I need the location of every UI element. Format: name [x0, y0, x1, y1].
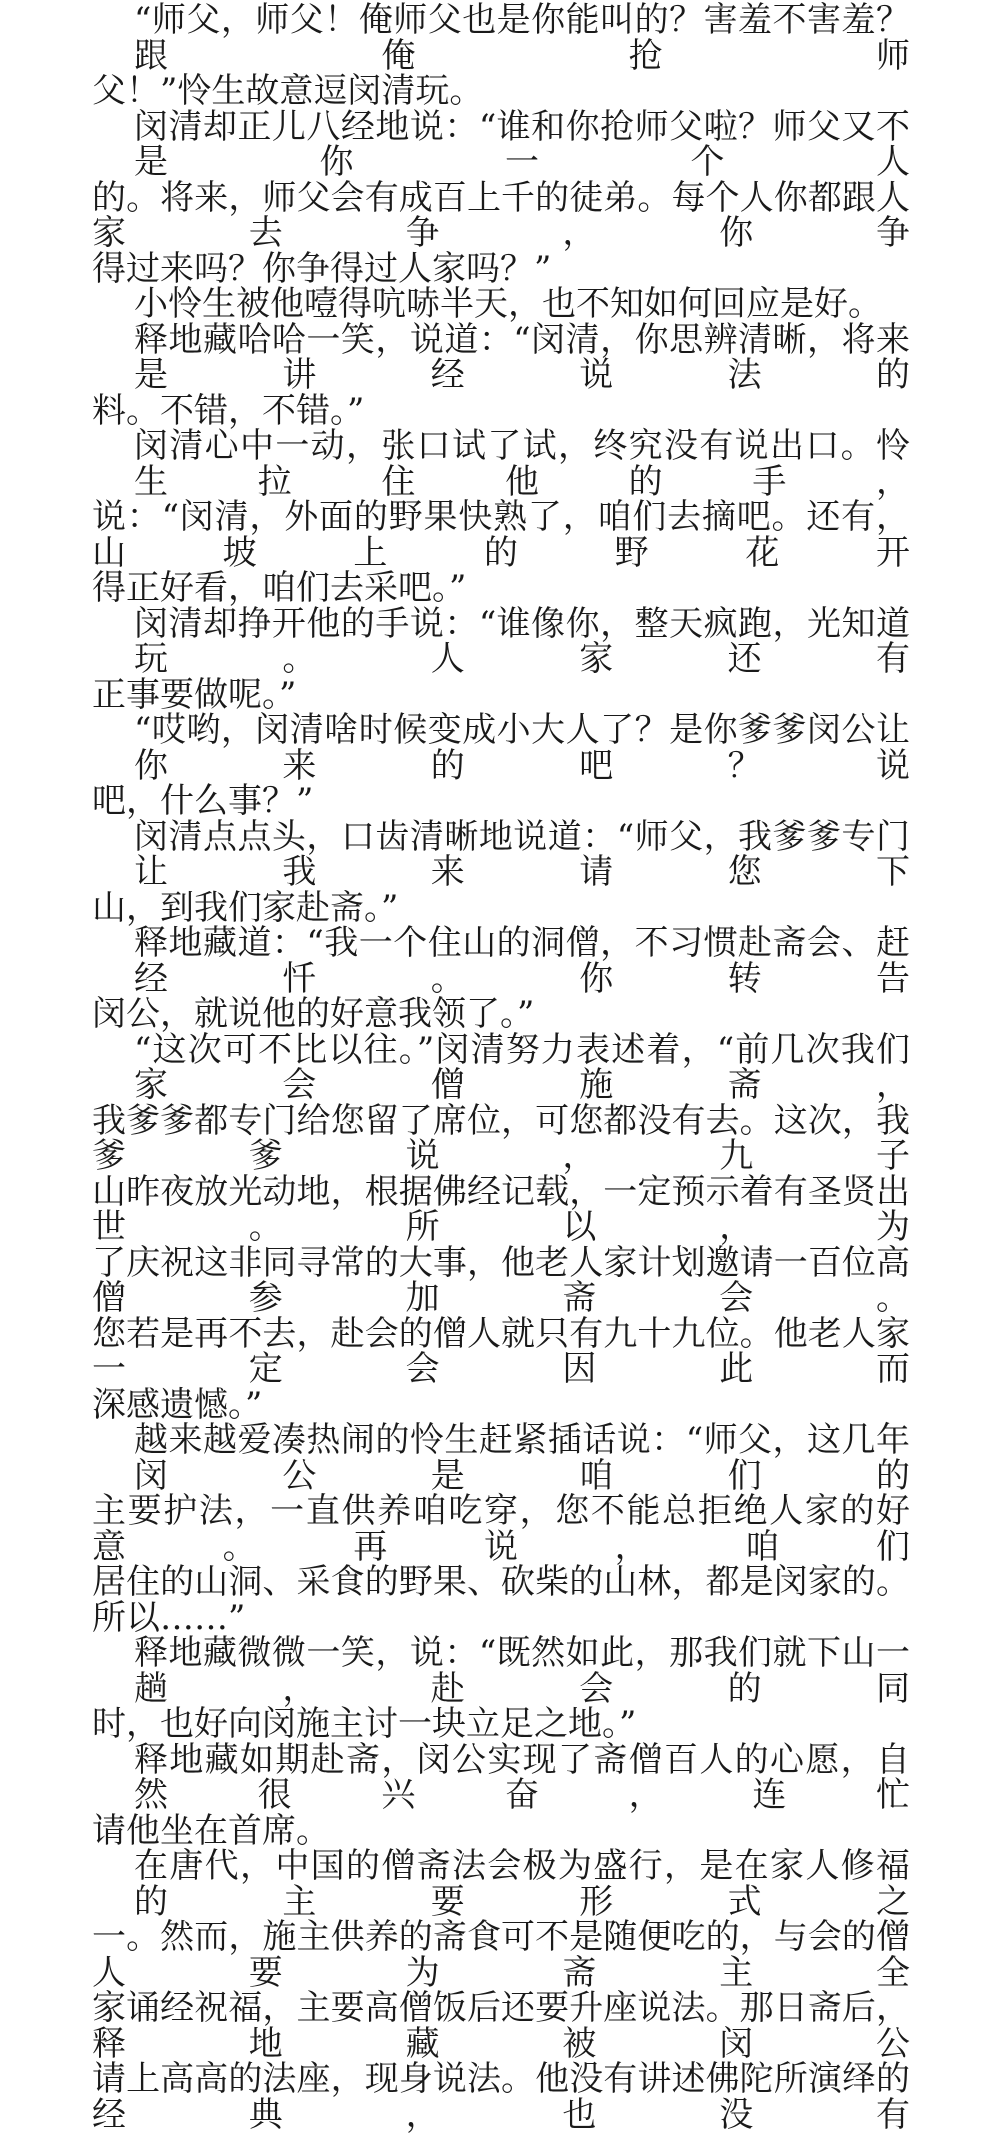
text-line: 释地藏哈哈一笑，说道：“闵清，你思辨清晰，将来是讲经说法的	[134, 319, 910, 395]
text-line: 料。不错，不错。”	[92, 390, 365, 431]
paragraph	[92, 923, 910, 1034]
text-line: 山昨夜放光动地，根据佛经记载，一定预示着有圣贤出世。所以，为	[92, 1171, 910, 1247]
text-line: 的。将来，师父会有成百上千的徒弟。每个人你都跟人家去争，你争	[92, 177, 910, 253]
text-line: 山，到我们家赴斋。”	[92, 887, 399, 928]
text-line: 吧，什么事？”	[92, 781, 314, 821]
text-line: 父！”怜生故意逗闵清玩。	[92, 71, 484, 111]
text-line: 居住的山洞、采食的野果、砍柴的山林，都是闵家的。所以……”	[92, 1562, 910, 1638]
text-line: 得正好看，咱们去采吧。”	[92, 568, 467, 608]
paragraph	[92, 603, 910, 715]
text-line: 闵公，就说他的好意我领了。”	[92, 994, 535, 1034]
text-line: 小怜生被他噎得吭哧半天，也不知如何回应是好。	[134, 284, 882, 324]
paragraph	[92, 1029, 910, 1425]
text-line: “哎哟，闵清啥时候变成小大人了？是你爹爹闵公让你来的吧？说	[134, 710, 910, 786]
document-body	[92, 0, 910, 2135]
text-line: 您若是再不去，赴会的僧人就只有九十九位。他老人家一定会因此而	[92, 1313, 910, 1389]
paragraph	[92, 106, 910, 289]
text-line: 我爹爹都专门给您留了席位，可您都没有去。这次，我爹爹说，九子	[92, 1100, 910, 1176]
text-line: 正事要做呢。”	[92, 674, 297, 715]
paragraph	[92, 426, 910, 608]
text-line: 闵清却正儿八经地说：“谁和你抢师父啦？师父又不是你一个人	[134, 106, 910, 182]
text-line: 一。然而，施主供养的斋食可不是随便吃的，与会的僧人要为斋主全	[92, 1917, 910, 1993]
text-line: 越来越爱凑热闹的怜生赶紧插话说：“师父，这几年闵公是咱们的	[134, 1420, 910, 1496]
text-line: 了庆祝这非同寻常的大事，他老人家计划邀请一百位高僧参加斋会。	[92, 1242, 910, 1318]
paragraph	[92, 816, 910, 928]
paragraph	[92, 1739, 910, 1851]
paragraph	[92, 284, 910, 324]
text-line: 说：“闵清，外面的野果快熟了，咱们去摘吧。还有，山坡上的野花开	[92, 497, 910, 573]
paragraph	[92, 1633, 910, 1744]
text-line: 释地藏如期赴斋，闵公实现了斋僧百人的心愿，自然很兴奋，连忙	[134, 1739, 910, 1815]
text-line: “这次可不比以往。”闵清努力表述着，“前几次我们家会僧施斋，	[134, 1029, 910, 1105]
paragraph	[92, 1846, 910, 2135]
text-line: 在唐代，中国的僧斋法会极为盛行，是在家人修福的主要形式之	[134, 1846, 910, 1922]
text-line: 得过来吗？你争得过人家吗？”	[92, 248, 552, 289]
text-line: 闵清心中一动，张口试了试，终究没有说出口。怜生拉住他的手，	[134, 426, 910, 502]
text-line: 请上高高的法座，现身说法。他没有讲述佛陀所演绎的经典，也没有	[92, 2059, 910, 2135]
text-line: 闵清点点头，口齿清晰地说道：“师父，我爹爹专门让我来请您下	[134, 816, 910, 892]
paragraph	[92, 1420, 910, 1638]
text-line: 家诵经祝福，主要高僧饭后还要升座说法。那日斋后，释地藏被闵公	[92, 1988, 910, 2064]
text-line: “师父，师父！俺师父也是你能叫的？害羞不害羞？跟俺抢师	[134, 0, 910, 76]
text-line: 闵清却挣开他的手说：“谁像你，整天疯跑，光知道玩。人家还有	[134, 603, 910, 679]
text-line: 时，也好向闵施主讨一块立足之地。”	[92, 1704, 637, 1744]
paragraph	[92, 319, 910, 431]
paragraph	[92, 0, 910, 111]
text-line: 释地藏微微一笑，说：“既然如此，那我们就下山一趟，赴会的同	[134, 1633, 910, 1709]
text-line: 主要护法，一直供养咱吃穿，您不能总拒绝人家的好意。再说，咱们	[92, 1491, 910, 1567]
text-line: 释地藏道：“我一个住山的洞僧，不习惯赴斋会、赶经忏。你转告	[134, 923, 910, 999]
text-line: 请他坐在首席。	[92, 1810, 330, 1851]
text-line: 深感遗憾。”	[92, 1384, 263, 1425]
paragraph	[92, 710, 910, 821]
